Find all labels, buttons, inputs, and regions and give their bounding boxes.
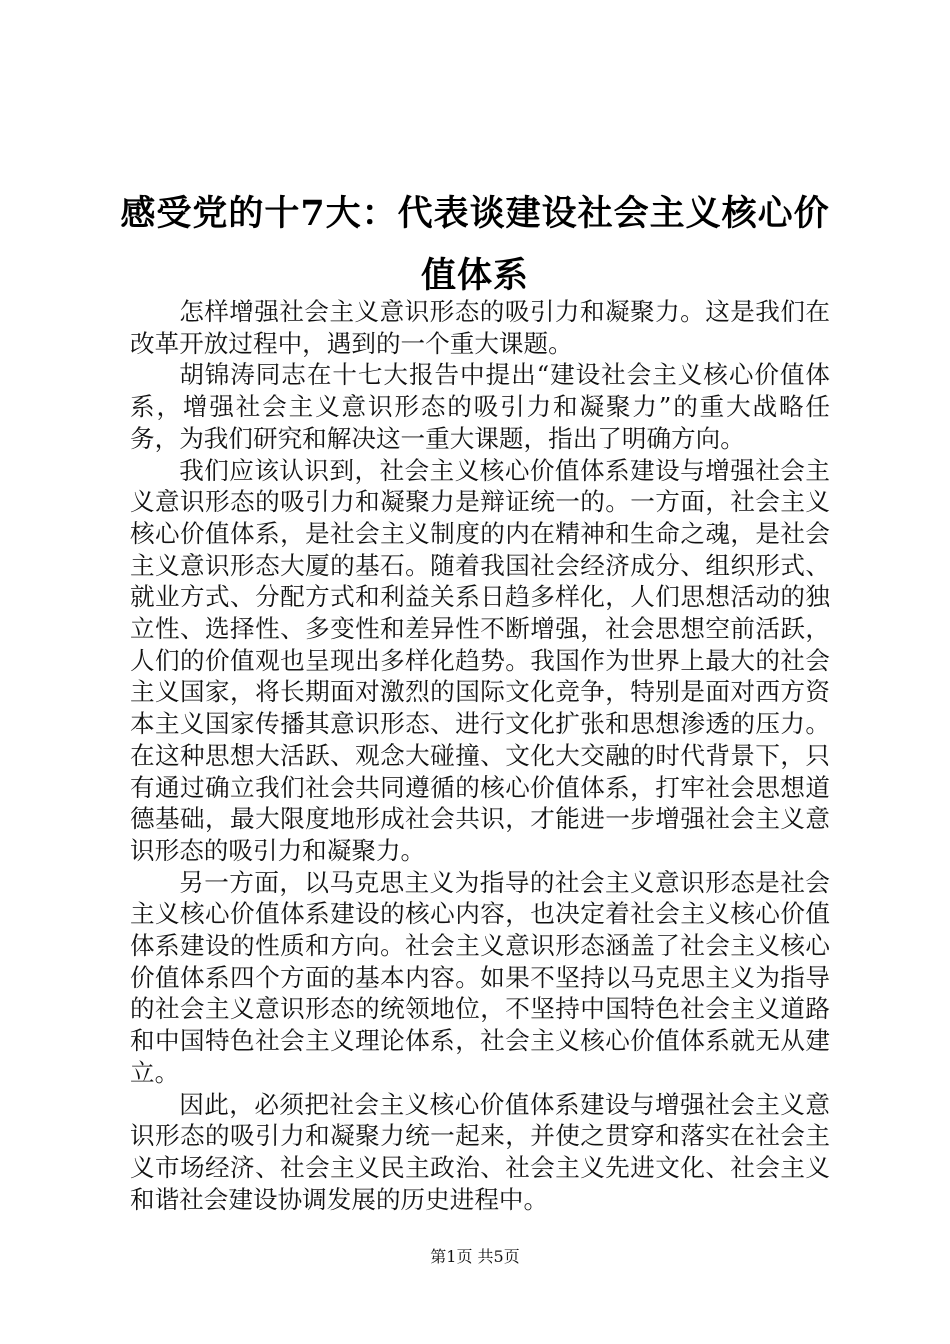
- document-title: 感受党的十7大：代表谈建设社会主义核心价值体系: [120, 193, 830, 296]
- document-body: [130, 296, 830, 1215]
- page-number-footer: 第1页 共5页: [430, 1247, 520, 1266]
- paragraph-1: 怎样增强社会主义意识形态的吸引力和凝聚力。这是我们在改革开放过程中，遇到的一个重大课题。: [130, 297, 830, 358]
- paragraph-4: 另一方面，以马克思主义为指导的社会主义意识形态是社会主义核心价值体系建设的核心内容，也决定着社会主义核心价值体系建设的性质和方向。社会主义意识形态涵盖了社会主义核心价值体系四个方面的基本内容。如果不坚持以马克思主义为指导的社会主义意识形态的统领地位，不坚持中国特色社会主义道路和中国特色社会主义理论体系，社会主义核心价值体系就无从建立。: [130, 867, 830, 1087]
- paragraph-5: 因此，必须把社会主义核心价值体系建设与增强社会主义意识形态的吸引力和凝聚力统一起来，并使之贯穿和落实在社会主义市场经济、社会主义民主政治、社会主义先进文化、社会主义和谐社会建设协调发展的历史进程中。: [130, 1089, 830, 1214]
- paragraph-3: 我们应该认识到，社会主义核心价值体系建设与增强社会主义意识形态的吸引力和凝聚力是辩证统一的。一方面，社会主义核心价值体系，是社会主义制度的内在精神和生命之魂，是社会主义意识形态大厦的基石。随着我国社会经济成分、组织形式、就业方式、分配方式和利益关系日趋多样化，人们思想活动的独立性、选择性、多变性和差异性不断增强，社会思想空前活跃，人们的价值观也呈现出多样化趋势。我国作为世界上最大的社会主义国家，将长期面对激烈的国际文化竞争，特别是面对西方资本主义国家传播其意识形态、进行文化扩张和思想渗透的压力。在这种思想大活跃、观念大碰撞、文化大交融的时代背景下，只有通过确立我们社会共同遵循的核心价值体系，打牢社会思想道德基础，最大限度地形成社会共识，才能进一步增强社会主义意识形态的吸引力和凝聚力。: [130, 455, 830, 865]
- paragraph-2: 胡锦涛同志在十七大报告中提出“建设社会主义核心价值体系，增强社会主义意识形态的吸引力和凝聚力”的重大战略任务，为我们研究和解决这一重大课题，指出了明确方向。: [130, 360, 830, 453]
